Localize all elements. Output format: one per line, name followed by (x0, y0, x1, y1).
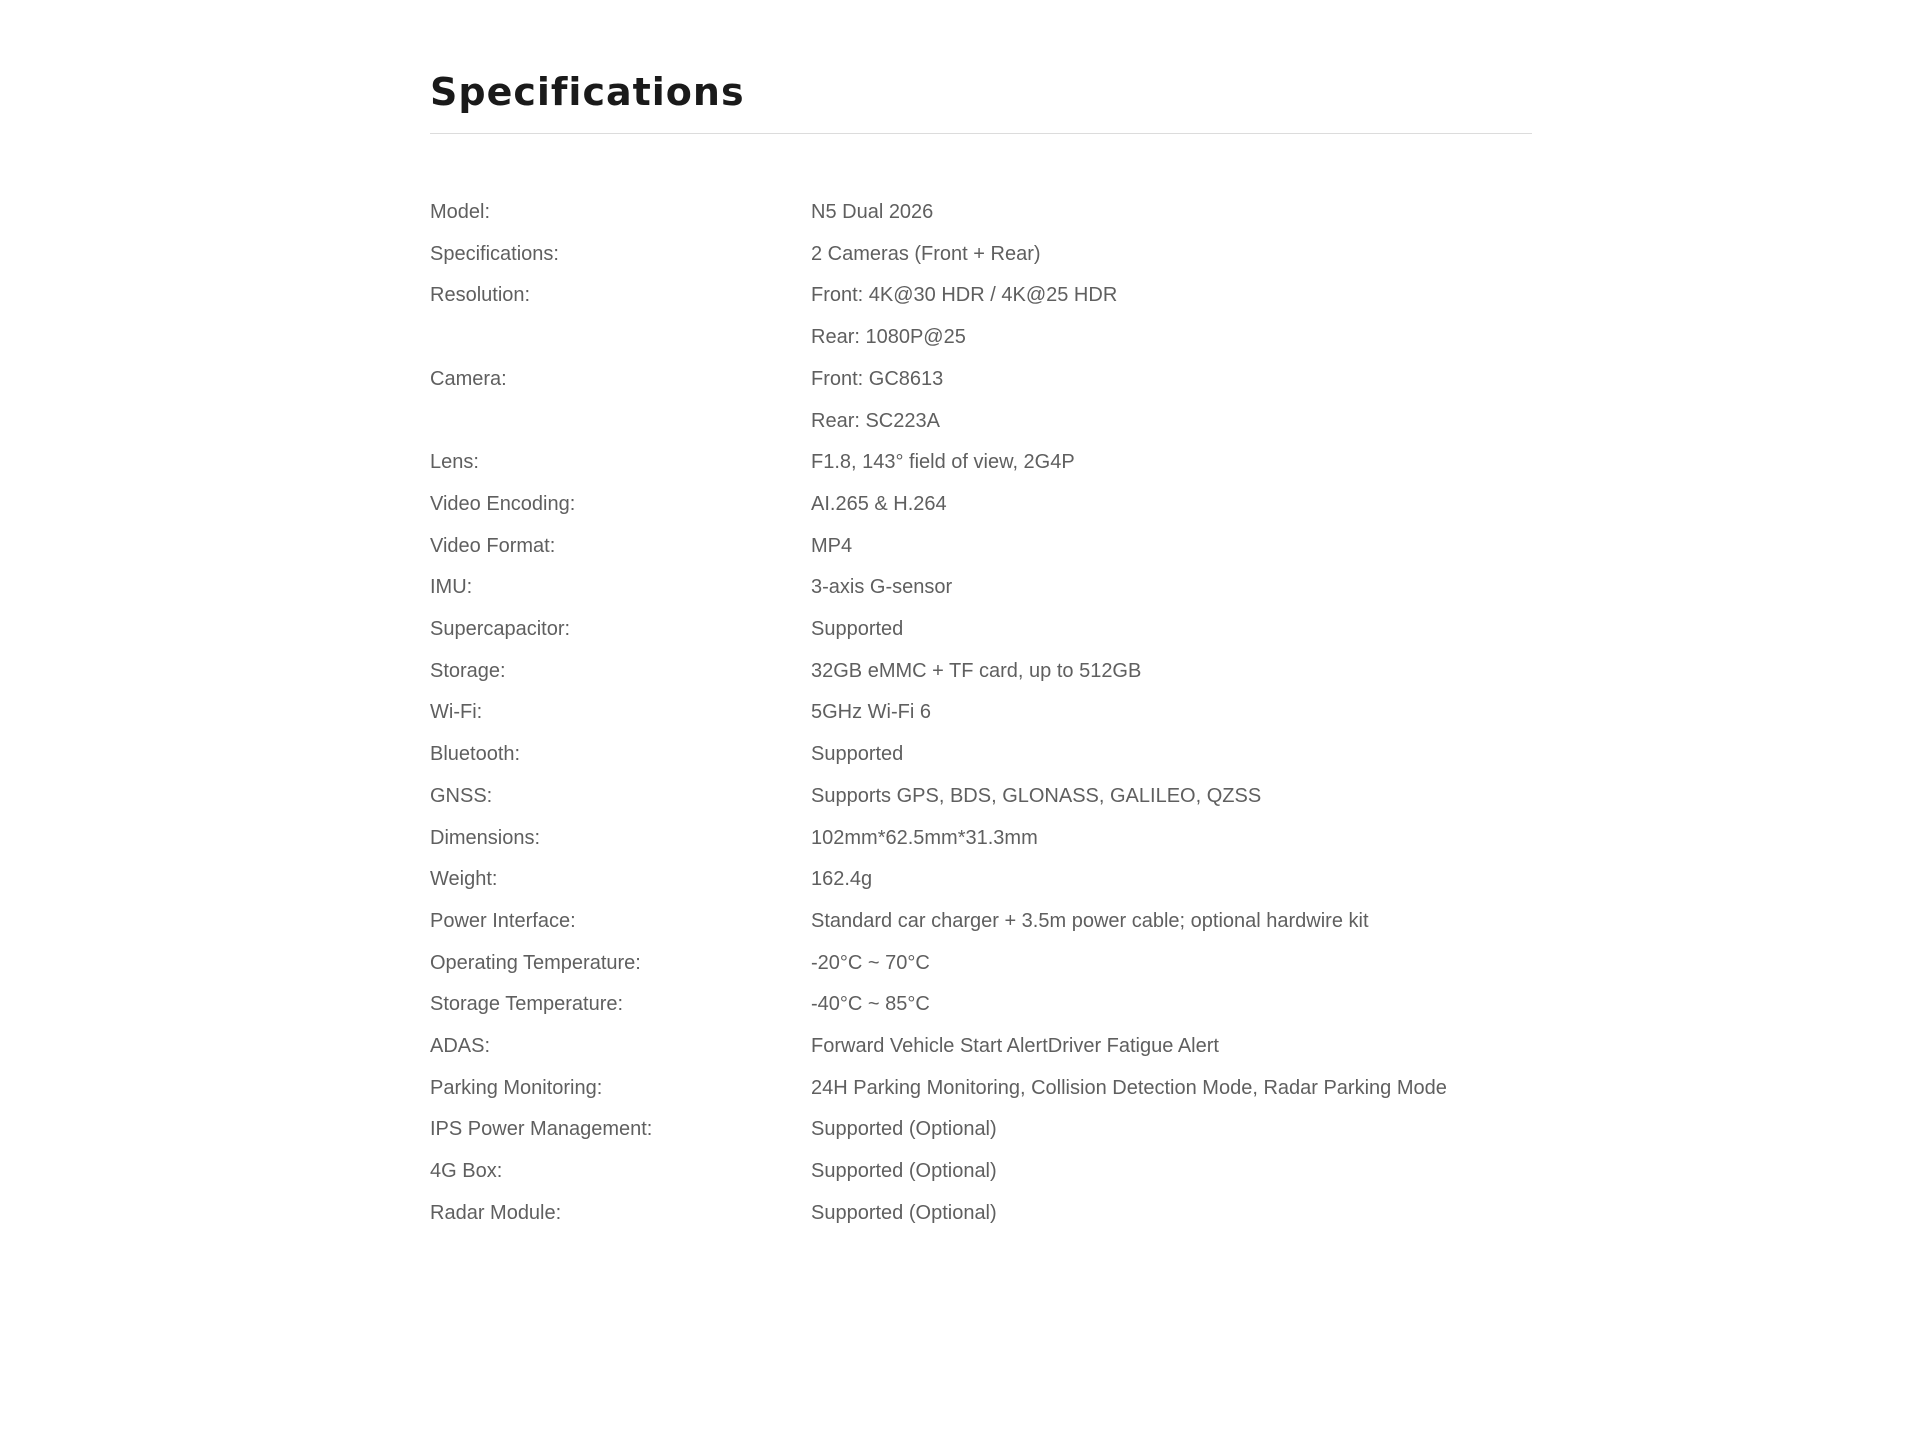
spec-value: Supported (Optional) (811, 1201, 997, 1224)
table-row (430, 818, 1532, 860)
spec-label: Supercapacitor: (430, 618, 571, 641)
table-row (430, 317, 1532, 359)
spec-label: Radar Module: (430, 1201, 562, 1224)
spec-label: Wi-Fi: (430, 701, 483, 724)
spec-value: -40°C ~ 85°C (811, 993, 930, 1016)
spec-value: Supported (811, 743, 904, 766)
spec-value: AI.265 & H.264 (811, 492, 947, 515)
spec-value: -20°C ~ 70°C (811, 951, 930, 974)
spec-value: Supported (811, 618, 904, 641)
spec-label: Operating Temperature: (430, 951, 641, 974)
spec-label: Bluetooth: (430, 743, 521, 766)
spec-value: Rear: SC223A (811, 409, 940, 432)
table-row (430, 359, 1532, 401)
spec-label: Resolution: (430, 284, 531, 307)
table-row (430, 526, 1532, 568)
spec-value: 5GHz Wi-Fi 6 (811, 701, 931, 724)
table-row (430, 1068, 1532, 1110)
spec-label: Dimensions: (430, 826, 541, 849)
spec-value: Supported (Optional) (811, 1118, 997, 1141)
spec-label: ADAS: (430, 1035, 491, 1058)
spec-label: Camera: (430, 367, 507, 390)
table-row (430, 734, 1532, 776)
spec-value: Front: GC8613 (811, 367, 944, 390)
spec-value: 162.4g (811, 868, 873, 891)
spec-value: 2 Cameras (Front + Rear) (811, 242, 1041, 265)
spec-label: Video Encoding: (430, 492, 576, 515)
spec-value: 102mm*62.5mm*31.3mm (811, 826, 1038, 849)
spec-value: 24H Parking Monitoring, Collision Detection Mode, Radar Parking Mode (811, 1076, 1447, 1099)
spec-label: Storage Temperature: (430, 993, 624, 1016)
spec-value: Supports GPS, BDS, GLONASS, GALILEO, QZSS (811, 784, 1262, 807)
table-row (430, 484, 1532, 526)
table-row (430, 984, 1532, 1026)
table-row (430, 1109, 1532, 1151)
spec-label (430, 401, 811, 443)
spec-label: Parking Monitoring: (430, 1076, 603, 1099)
table-row (430, 651, 1532, 693)
table-row (430, 859, 1532, 901)
table-row (430, 692, 1532, 734)
spec-label: 4G Box: (430, 1160, 503, 1183)
table-row (430, 901, 1532, 943)
spec-label: Video Format: (430, 534, 556, 557)
table-row (430, 609, 1532, 651)
spec-value: MP4 (811, 534, 853, 557)
table-row (430, 567, 1532, 609)
table-row (430, 234, 1532, 276)
spec-value: Forward Vehicle Start AlertDriver Fatigue Alert (811, 1035, 1219, 1058)
spec-label: Lens: (430, 451, 479, 474)
table-row (430, 442, 1532, 484)
spec-value: Rear: 1080P@25 (811, 326, 966, 349)
table-row (430, 776, 1532, 818)
table-row (430, 192, 1532, 234)
spec-value: Front: 4K@30 HDR / 4K@25 HDR (811, 284, 1118, 307)
spec-value: Supported (Optional) (811, 1160, 997, 1183)
table-row (430, 401, 1532, 443)
spec-value: 32GB eMMC + TF card, up to 512GB (811, 659, 1142, 682)
table-row (430, 1026, 1532, 1068)
spec-label: GNSS: (430, 784, 493, 807)
spec-label: Model: (430, 201, 491, 223)
spec-label (430, 317, 811, 359)
spec-label: Specifications: (430, 242, 559, 265)
spec-label: IPS Power Management: (430, 1118, 653, 1141)
spec-value: 3-axis G-sensor (811, 576, 953, 599)
page-title: Specifications (430, 70, 745, 114)
spec-label: Weight: (430, 868, 498, 891)
table-row (430, 943, 1532, 985)
spec-table (430, 192, 1532, 1235)
spec-label: Storage: (430, 659, 506, 682)
title-divider (430, 133, 1532, 134)
table-row (430, 1151, 1532, 1193)
spec-label: IMU: (430, 576, 473, 599)
spec-value: F1.8, 143° field of view, 2G4P (811, 451, 1075, 474)
table-row (430, 275, 1532, 317)
spec-value: Standard car charger + 3.5m power cable; optional hardwire kit (811, 909, 1369, 932)
table-row (430, 1193, 1532, 1235)
spec-value: N5 Dual 2026 (811, 201, 934, 223)
spec-label: Power Interface: (430, 909, 576, 932)
